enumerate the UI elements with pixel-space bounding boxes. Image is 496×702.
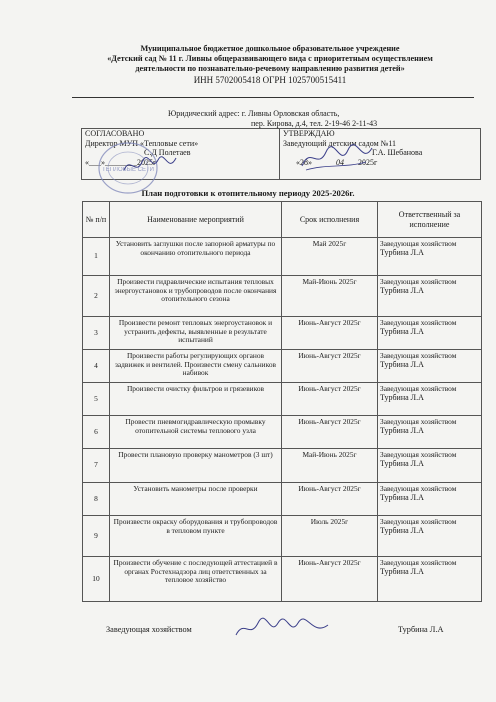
header-term: Срок исполнения: [282, 202, 378, 238]
header-line-3: деятельности по познавательно-речевому направлению развития детей»: [135, 64, 405, 73]
row-responsible-name: Турбина Л.А: [380, 247, 424, 257]
table-row: [83, 557, 482, 602]
row-action: Установить манометры после проверки: [110, 483, 282, 516]
row-action: Установить заглушки после запорной арматуры по окончанию отопительного периода: [110, 238, 282, 276]
stamp-text: ТЕПЛОВЫЕ СЕТИ: [102, 167, 154, 173]
row-number: 6: [83, 416, 110, 449]
row-action: Произвести обучение с последующей аттестацией в органах Ростехнадзора лиц ответственных за тепловое хозяйство: [110, 557, 282, 602]
table-row: [83, 383, 482, 416]
row-responsible-name: Турбина Л.А: [380, 425, 424, 435]
row-term: Май-Июнь 2025г: [282, 449, 378, 483]
row-action: Провести плановую проверку манометров (3 шт): [110, 449, 282, 483]
row-responsible-name: Турбина Л.А: [380, 359, 424, 369]
row-action: Произвести окраску оборудования и трубопроводов в тепловом пункте: [110, 516, 282, 557]
row-responsible: [378, 557, 482, 602]
row-term: Май-Июнь 2025г: [282, 276, 378, 317]
row-number: 9: [83, 516, 110, 557]
row-responsible-position: Заведующая хозяйством: [380, 417, 457, 426]
approval-right-date-month: 04: [336, 157, 344, 167]
approval-right-position: Заведующий детским садом №11: [283, 138, 397, 148]
signature-footer-icon: [232, 615, 332, 641]
row-responsible-position: Заведующая хозяйством: [380, 558, 457, 567]
approval-right-title: УТВЕРЖДАЮ: [283, 129, 335, 138]
row-responsible: [378, 350, 482, 383]
row-action: Провести пневмогидравлическую промывку отопительной системы теплового узла: [110, 416, 282, 449]
table-row: [83, 483, 482, 516]
signature-right-icon: [296, 140, 376, 176]
organization-header: [70, 44, 470, 87]
row-responsible-position: Заведующая хозяйством: [380, 239, 457, 248]
table-row: [83, 449, 482, 483]
header-action: Наименование мероприятий: [110, 202, 282, 238]
row-responsible-name: Турбина Л.А: [380, 285, 424, 295]
header-responsible: Ответственный за исполнение: [378, 202, 482, 238]
plan-title: План подготовки к отопительному периоду 2025-2026г.: [141, 188, 355, 198]
row-number: 1: [83, 238, 110, 276]
header-number: № п/п: [83, 202, 110, 238]
row-term: Июль 2025г: [282, 516, 378, 557]
approval-left-position: Директор МУП «Тепловые сети»: [85, 138, 199, 148]
row-action: Произвести работы регулирующих органов задвижек и вентилей. Произвести смену сальников набивок: [110, 350, 282, 383]
approval-right-date-day: «28»: [296, 157, 312, 167]
row-responsible-name: Турбина Л.А: [380, 525, 424, 535]
row-term: Июнь-Август 2025г: [282, 557, 378, 602]
row-responsible-position: Заведующая хозяйством: [380, 517, 457, 526]
row-responsible: [378, 449, 482, 483]
address-line-1: Юридический адрес: г. Ливны Орловская область,: [168, 109, 340, 118]
row-action: Произвести очистку фильтров и грязевиков: [110, 383, 282, 416]
signature-left-icon: [120, 152, 180, 178]
row-number: 3: [83, 317, 110, 350]
row-responsible-position: Заведующая хозяйством: [380, 384, 457, 393]
row-responsible-position: Заведующая хозяйством: [380, 277, 457, 286]
row-responsible: [378, 383, 482, 416]
address-line-2: пер. Кирова, д.4, тел. 2-19-46 2-11-43: [251, 119, 378, 128]
header-line-2: «Детский сад № 11 г. Ливны общеразвивающего вида с приоритетным осуществлением: [107, 54, 433, 63]
row-action: Произвести гидравлические испытания тепловых энергоустановок и трубопроводов после окончания отопительного сезона: [110, 276, 282, 317]
table-row: [83, 317, 482, 350]
approval-left-signer: С.Д Полетаев: [144, 148, 191, 157]
row-action: Произвести ремонт тепловых энергоустановок и устранить дефекты, выявленные в результате испытаний: [110, 317, 282, 350]
row-responsible-name: Турбина Л.А: [380, 566, 424, 576]
footer-position: Заведующая хозяйством: [106, 625, 192, 634]
row-number: 10: [83, 557, 110, 602]
row-term: Июнь-Август 2025г: [282, 483, 378, 516]
header-line-1: Муниципальное бюджетное дошкольное образовательное учреждение: [140, 44, 400, 53]
table-header-row: [83, 202, 482, 238]
row-responsible: [378, 276, 482, 317]
row-responsible-position: Заведующая хозяйством: [380, 318, 457, 327]
footer-name: Турбина Л.А: [398, 625, 444, 634]
row-term: Май 2025г: [282, 238, 378, 276]
row-responsible: [378, 238, 482, 276]
row-number: 7: [83, 449, 110, 483]
approval-left-title: СОГЛАСОВАНО: [85, 129, 145, 138]
row-number: 2: [83, 276, 110, 317]
row-number: 8: [83, 483, 110, 516]
plan-table: [82, 201, 482, 602]
row-responsible: [378, 483, 482, 516]
row-number: 4: [83, 350, 110, 383]
table-row: [83, 516, 482, 557]
table-row: [83, 350, 482, 383]
row-responsible-name: Турбина Л.А: [380, 458, 424, 468]
header-line-4: ИНН 5702005418 ОГРН 1025700515411: [193, 75, 347, 85]
row-number: 5: [83, 383, 110, 416]
table-row: [83, 276, 482, 317]
row-responsible-name: Турбина Л.А: [380, 326, 424, 336]
row-responsible: [378, 317, 482, 350]
row-responsible: [378, 516, 482, 557]
table-row: [83, 238, 482, 276]
table-row: [83, 416, 482, 449]
row-term: Июнь-Август 2025г: [282, 383, 378, 416]
row-term: Июнь-Август 2025г: [282, 350, 378, 383]
row-term: Июнь-Август 2025г: [282, 416, 378, 449]
row-responsible-position: Заведующая хозяйством: [380, 484, 457, 493]
row-responsible-name: Турбина Л.А: [380, 392, 424, 402]
approval-right-signer: Г.А. Шебанова: [372, 148, 423, 157]
row-responsible-position: Заведующая хозяйством: [380, 450, 457, 459]
row-responsible-position: Заведующая хозяйством: [380, 351, 457, 360]
row-responsible: [378, 416, 482, 449]
row-responsible-name: Турбина Л.А: [380, 492, 424, 502]
header-divider: [72, 97, 474, 98]
approval-left-date: «___»________2025г: [85, 157, 157, 167]
approval-right-date-year: 2025г: [358, 157, 378, 167]
row-term: Июнь-Август 2025г: [282, 317, 378, 350]
